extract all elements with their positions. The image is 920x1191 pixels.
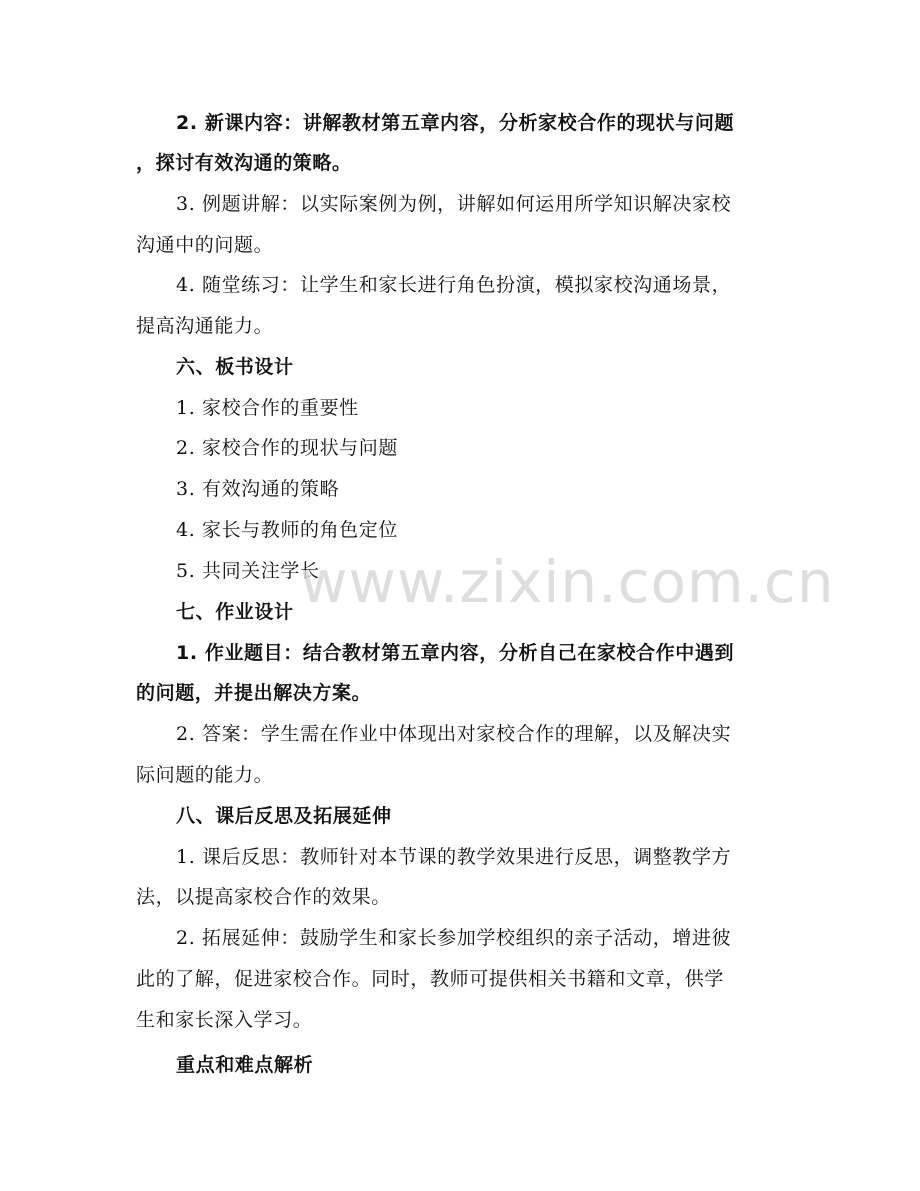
paragraph-new-content-line1: 2. 新课内容：讲解教材第五章内容，分析家校合作的现状与问题: [176, 112, 735, 134]
paragraph-extension-line1: 2. 拓展延伸：鼓励学生和家长参加学校组织的亲子活动，增进彼: [176, 927, 732, 949]
paragraph-practice-line2: 提高沟通能力。: [136, 315, 274, 337]
paragraph-new-content-line2: ，探讨有效沟通的策略。: [136, 152, 352, 174]
section-heading-board-design: 六、板书设计: [176, 356, 294, 378]
paragraph-reflection-line2: 法，以提高家校合作的效果。: [136, 886, 391, 908]
section-heading-reflection: 八、课后反思及拓展延伸: [176, 805, 392, 827]
paragraph-example-line2: 沟通中的问题。: [136, 234, 274, 256]
paragraph-practice-line1: 4. 随堂练习：让学生和家长进行角色扮演，模拟家校沟通场景，: [176, 274, 732, 296]
paragraph-homework-line2: 的问题，并提出解决方案。: [136, 682, 372, 704]
list-item-board-5: 5. 共同关注学长: [176, 560, 320, 582]
section-heading-homework: 七、作业设计: [176, 601, 294, 623]
paragraph-answer-line1: 2. 答案：学生需在作业中体现出对家校合作的理解，以及解决实: [176, 723, 732, 745]
paragraph-reflection-line1: 1. 课后反思：教师针对本节课的教学效果进行反思，调整教学方: [176, 846, 732, 868]
list-item-board-2: 2. 家校合作的现状与问题: [176, 437, 398, 459]
list-item-board-4: 4. 家长与教师的角色定位: [176, 519, 398, 541]
list-item-board-1: 1. 家校合作的重要性: [176, 397, 359, 419]
paragraph-homework-line1: 1. 作业题目：结合教材第五章内容，分析自己在家校合作中遇到: [176, 642, 735, 664]
paragraph-answer-line2: 际问题的能力。: [136, 764, 274, 786]
list-item-board-3: 3. 有效沟通的策略: [176, 478, 340, 500]
watermark-text: www.zixin.com.cn: [300, 548, 835, 616]
paragraph-extension-line3: 生和家长深入学习。: [136, 1009, 313, 1031]
section-heading-key-points: 重点和难点解析: [176, 1054, 314, 1076]
paragraph-extension-line2: 此的了解，促进家校合作。同时，教师可提供相关书籍和文章，供学: [136, 968, 725, 990]
paragraph-example-line1: 3. 例题讲解：以实际案例为例，讲解如何运用所学知识解决家校: [176, 193, 732, 215]
